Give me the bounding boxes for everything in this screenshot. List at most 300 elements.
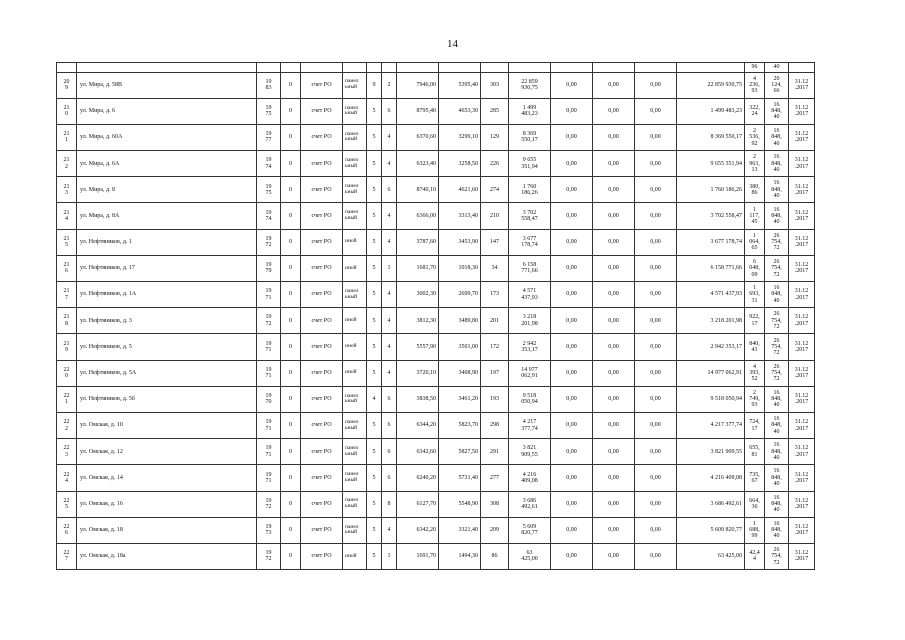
table-cell <box>367 63 382 73</box>
cell-year: 19 71 <box>257 465 281 491</box>
cell-fl: 5 <box>367 412 382 438</box>
cell-z2: 0,00 <box>593 151 635 177</box>
cell-year: 19 71 <box>257 412 281 438</box>
cell-limit: 26 754, 72 <box>765 360 789 386</box>
cell-date: 31.12 .2017 <box>789 439 815 465</box>
cell-cost: 1 499 483,23 <box>509 98 551 124</box>
cell-res: 298 <box>481 412 509 438</box>
cell-fl: 5 <box>367 465 382 491</box>
cell-fund: счет РО <box>301 491 343 517</box>
cell-ent: 4 <box>382 124 397 150</box>
cell-area: 3720,10 <box>397 360 439 386</box>
cell-fl: 5 <box>367 124 382 150</box>
cell-addr: ул. Нефтяников, д. 17 <box>77 255 257 281</box>
cell-z3: 0,00 <box>635 177 677 203</box>
cell-area: 1691,70 <box>397 543 439 569</box>
cell-z2: 0,00 <box>593 98 635 124</box>
cell-total: 3 821 909,55 <box>677 439 745 465</box>
cell-z2: 0,00 <box>593 386 635 412</box>
cell-z2: 0,00 <box>593 203 635 229</box>
cell-fl: 5 <box>367 229 382 255</box>
cell-year: 19 72 <box>257 491 281 517</box>
cell-area2: 3461,20 <box>439 386 481 412</box>
cell-fl: 5 <box>367 308 382 334</box>
cell-c3: 0 <box>281 439 301 465</box>
cell-z2: 0,00 <box>593 334 635 360</box>
table-cell: 40 <box>765 63 789 73</box>
cell-unit: 322, 24 <box>745 98 765 124</box>
cell-total: 2 942 353,17 <box>677 334 745 360</box>
cell-mat: панел ьный <box>343 491 367 517</box>
cell-ent: 4 <box>382 334 397 360</box>
cell-z2: 0,00 <box>593 72 635 98</box>
cell-fl: 4 <box>367 386 382 412</box>
cell-fund: счет РО <box>301 72 343 98</box>
cell-total: 3 218 201,98 <box>677 308 745 334</box>
cell-z3: 0,00 <box>635 229 677 255</box>
cell-no: 21 7 <box>57 282 77 308</box>
cell-limit: 16 848, 40 <box>765 177 789 203</box>
table-cell <box>343 63 367 73</box>
cell-date: 31.12 .2017 <box>789 282 815 308</box>
cell-z3: 0,00 <box>635 517 677 543</box>
cell-area: 6370,60 <box>397 124 439 150</box>
table-cell <box>397 63 439 73</box>
cell-limit: 16 848, 40 <box>765 124 789 150</box>
cell-no: 21 2 <box>57 151 77 177</box>
cell-ent: 4 <box>382 282 397 308</box>
cell-z1: 0,00 <box>551 360 593 386</box>
cell-ent: 6 <box>382 465 397 491</box>
cell-area: 6344,20 <box>397 412 439 438</box>
cell-total: 4 571 437,93 <box>677 282 745 308</box>
cell-mat: иной <box>343 334 367 360</box>
cell-fl: 5 <box>367 439 382 465</box>
table-row <box>57 98 815 124</box>
cell-c3: 0 <box>281 517 301 543</box>
cell-year: 19 71 <box>257 360 281 386</box>
cell-area2: 3489,80 <box>439 308 481 334</box>
cell-res: 274 <box>481 177 509 203</box>
cell-z3: 0,00 <box>635 124 677 150</box>
cell-fund: счет РО <box>301 151 343 177</box>
cell-year: 19 71 <box>257 282 281 308</box>
cell-fund: счет РО <box>301 412 343 438</box>
cell-res: 285 <box>481 98 509 124</box>
cell-ent: 6 <box>382 386 397 412</box>
cell-cost: 22 859 930,75 <box>509 72 551 98</box>
cell-res: 209 <box>481 517 509 543</box>
cell-total: 9 655 351,94 <box>677 151 745 177</box>
cell-area: 3787,60 <box>397 229 439 255</box>
table-row <box>57 543 815 569</box>
cell-date: 31.12 .2017 <box>789 491 815 517</box>
table-cell <box>593 63 635 73</box>
cell-z1: 0,00 <box>551 177 593 203</box>
cell-mat: панел ьный <box>343 465 367 491</box>
cell-mat: панел ьный <box>343 72 367 98</box>
cell-unit: 6 048, 09 <box>745 255 765 281</box>
cell-mat: панел ьный <box>343 203 367 229</box>
cell-cost: 3 702 558,47 <box>509 203 551 229</box>
cell-cost: 3 821 909,55 <box>509 439 551 465</box>
table-row <box>57 124 815 150</box>
cell-total: 4 216 409,08 <box>677 465 745 491</box>
cell-area2: 3321,40 <box>439 517 481 543</box>
cell-addr: ул. Омская, д. 18 <box>77 517 257 543</box>
cell-area: 6342,20 <box>397 517 439 543</box>
cell-area2: 5731,40 <box>439 465 481 491</box>
cell-limit: 26 754, 72 <box>765 255 789 281</box>
cell-c3: 0 <box>281 124 301 150</box>
cell-z1: 0,00 <box>551 124 593 150</box>
cell-no: 22 3 <box>57 439 77 465</box>
cell-z3: 0,00 <box>635 360 677 386</box>
cell-total: 5 609 820,77 <box>677 517 745 543</box>
cell-total: 1 760 186,26 <box>677 177 745 203</box>
cell-area2: 5395,40 <box>439 72 481 98</box>
cell-ent: 1 <box>382 255 397 281</box>
table-cell <box>281 63 301 73</box>
cell-no: 22 2 <box>57 412 77 438</box>
cell-ent: 4 <box>382 360 397 386</box>
cell-fl: 5 <box>367 543 382 569</box>
cell-z1: 0,00 <box>551 72 593 98</box>
cell-z1: 0,00 <box>551 412 593 438</box>
cell-z3: 0,00 <box>635 543 677 569</box>
table-cell <box>57 63 77 73</box>
cell-no: 21 3 <box>57 177 77 203</box>
cell-no: 22 4 <box>57 465 77 491</box>
cell-ent: 4 <box>382 517 397 543</box>
cell-z1: 0,00 <box>551 439 593 465</box>
table-row <box>57 177 815 203</box>
cell-res: 172 <box>481 334 509 360</box>
cell-c3: 0 <box>281 412 301 438</box>
cell-z2: 0,00 <box>593 465 635 491</box>
cell-addr: ул. Омская, д. 14 <box>77 465 257 491</box>
cell-fl: 5 <box>367 203 382 229</box>
cell-date: 31.12 .2017 <box>789 255 815 281</box>
cell-date: 31.12 .2017 <box>789 360 815 386</box>
cell-area2: 4653,30 <box>439 98 481 124</box>
cell-no: 21 1 <box>57 124 77 150</box>
cell-cost: 2 942 353,17 <box>509 334 551 360</box>
cell-date: 31.12 .2017 <box>789 412 815 438</box>
cell-total: 8 369 550,17 <box>677 124 745 150</box>
cell-c3: 0 <box>281 334 301 360</box>
cell-fl: 5 <box>367 334 382 360</box>
cell-res: 226 <box>481 151 509 177</box>
cell-unit: 2 749, 93 <box>745 386 765 412</box>
cell-total: 4 217 377,74 <box>677 412 745 438</box>
housing-table <box>56 62 815 570</box>
cell-res: 86 <box>481 543 509 569</box>
cell-limit: 16 848, 40 <box>765 412 789 438</box>
cell-fl: 5 <box>367 282 382 308</box>
cell-addr: ул. Омская, д. 10 <box>77 412 257 438</box>
cell-limit: 16 848, 40 <box>765 282 789 308</box>
table-row <box>57 72 815 98</box>
cell-mat: панел ьный <box>343 151 367 177</box>
cell-ent: 4 <box>382 308 397 334</box>
cell-total: 14 977 062,91 <box>677 360 745 386</box>
cell-z1: 0,00 <box>551 386 593 412</box>
cell-area2: 5548,90 <box>439 491 481 517</box>
cell-z2: 0,00 <box>593 177 635 203</box>
cell-fund: счет РО <box>301 282 343 308</box>
cell-limit: 16 848, 40 <box>765 465 789 491</box>
cell-limit: 26 754, 72 <box>765 308 789 334</box>
cell-unit: 380, 86 <box>745 177 765 203</box>
cell-cost: 8 369 550,17 <box>509 124 551 150</box>
cell-addr: ул. Мира, д. 58В <box>77 72 257 98</box>
table-cell <box>551 63 593 73</box>
cell-fl: 5 <box>367 151 382 177</box>
cell-cost: 63 425,00 <box>509 543 551 569</box>
cell-addr: ул. Нефтяников, д. 5А <box>77 360 257 386</box>
cell-unit: 1 117, 45 <box>745 203 765 229</box>
cell-z3: 0,00 <box>635 255 677 281</box>
cell-res: 147 <box>481 229 509 255</box>
cell-area2: 1018,30 <box>439 255 481 281</box>
cell-date: 31.12 .2017 <box>789 72 815 98</box>
cell-year: 19 83 <box>257 72 281 98</box>
cell-addr: ул. Нефтяников, д. 5б <box>77 386 257 412</box>
cell-total: 6 158 771,66 <box>677 255 745 281</box>
cell-z3: 0,00 <box>635 334 677 360</box>
cell-unit: 2 536, 92 <box>745 124 765 150</box>
table-cell <box>301 63 343 73</box>
cell-fund: счет РО <box>301 98 343 124</box>
cell-cost: 3 677 178,74 <box>509 229 551 255</box>
cell-mat: панел ьный <box>343 98 367 124</box>
cell-limit: 26 754, 72 <box>765 229 789 255</box>
cell-addr: ул. Нефтяников, д. 1А <box>77 282 257 308</box>
cell-ent: 8 <box>382 491 397 517</box>
cell-mat: иной <box>343 543 367 569</box>
cell-fund: счет РО <box>301 543 343 569</box>
cell-z1: 0,00 <box>551 98 593 124</box>
cell-z1: 0,00 <box>551 491 593 517</box>
cell-addr: ул. Мира, д. 6 <box>77 98 257 124</box>
cell-c3: 0 <box>281 543 301 569</box>
cell-cost: 4 216 409,08 <box>509 465 551 491</box>
cell-unit: 2 963, 13 <box>745 151 765 177</box>
cell-c3: 0 <box>281 177 301 203</box>
cell-fund: счет РО <box>301 308 343 334</box>
cell-z1: 0,00 <box>551 203 593 229</box>
cell-z3: 0,00 <box>635 491 677 517</box>
table-cell <box>257 63 281 73</box>
cell-addr: ул. Омская, д. 12 <box>77 439 257 465</box>
cell-z1: 0,00 <box>551 282 593 308</box>
cell-c3: 0 <box>281 491 301 517</box>
cell-res: 210 <box>481 203 509 229</box>
cell-z1: 0,00 <box>551 308 593 334</box>
cell-no: 21 9 <box>57 334 77 360</box>
cell-z1: 0,00 <box>551 229 593 255</box>
cell-addr: ул. Мира, д. 8А <box>77 203 257 229</box>
table-row <box>57 308 815 334</box>
cell-c3: 0 <box>281 203 301 229</box>
cell-area2: 3453,90 <box>439 229 481 255</box>
cell-area: 8740,10 <box>397 177 439 203</box>
table-row <box>57 491 815 517</box>
cell-area2: 3313,40 <box>439 203 481 229</box>
cell-addr: ул. Нефтяников, д. 5 <box>77 334 257 360</box>
cell-z3: 0,00 <box>635 282 677 308</box>
cell-total: 63 425,00 <box>677 543 745 569</box>
cell-cost: 1 760 186,26 <box>509 177 551 203</box>
cell-limit: 26 754, 72 <box>765 334 789 360</box>
cell-no: 21 8 <box>57 308 77 334</box>
cell-limit: 20 124, 66 <box>765 72 789 98</box>
cell-z1: 0,00 <box>551 334 593 360</box>
table-cell <box>635 63 677 73</box>
cell-date: 31.12 .2017 <box>789 124 815 150</box>
cell-area: 6127,70 <box>397 491 439 517</box>
cell-z2: 0,00 <box>593 412 635 438</box>
cell-date: 31.12 .2017 <box>789 543 815 569</box>
cell-area: 3002,30 <box>397 282 439 308</box>
cell-area: 1681,70 <box>397 255 439 281</box>
cell-fund: счет РО <box>301 124 343 150</box>
cell-res: 173 <box>481 282 509 308</box>
table-row <box>57 255 815 281</box>
cell-res: 34 <box>481 255 509 281</box>
cell-unit: 664, 36 <box>745 491 765 517</box>
cell-res: 193 <box>481 386 509 412</box>
cell-limit: 16 848, 40 <box>765 386 789 412</box>
cell-date: 31.12 .2017 <box>789 98 815 124</box>
cell-area2: 3258,50 <box>439 151 481 177</box>
cell-z2: 0,00 <box>593 124 635 150</box>
cell-ent: 6 <box>382 412 397 438</box>
cell-unit: 922, 17 <box>745 308 765 334</box>
cell-res: 201 <box>481 308 509 334</box>
cell-total: 1 499 483,23 <box>677 98 745 124</box>
cell-ent: 6 <box>382 439 397 465</box>
cell-z1: 0,00 <box>551 543 593 569</box>
cell-unit: 1 693, 31 <box>745 282 765 308</box>
cell-area2: 2699,70 <box>439 282 481 308</box>
cell-ent: 4 <box>382 151 397 177</box>
cell-c3: 0 <box>281 386 301 412</box>
cell-fund: счет РО <box>301 465 343 491</box>
cell-mat: панел ьный <box>343 412 367 438</box>
cell-z2: 0,00 <box>593 229 635 255</box>
cell-limit: 16 848, 40 <box>765 517 789 543</box>
cell-area: 6342,60 <box>397 439 439 465</box>
cell-mat: иной <box>343 308 367 334</box>
cell-total: 3 702 558,47 <box>677 203 745 229</box>
cell-limit: 16 848, 40 <box>765 491 789 517</box>
cell-z2: 0,00 <box>593 439 635 465</box>
cell-res: 303 <box>481 72 509 98</box>
cell-fund: счет РО <box>301 177 343 203</box>
cell-c3: 0 <box>281 255 301 281</box>
table-cell <box>789 63 815 73</box>
cell-no: 22 1 <box>57 386 77 412</box>
cell-c3: 0 <box>281 72 301 98</box>
cell-fund: счет РО <box>301 229 343 255</box>
cell-cost: 5 609 820,77 <box>509 517 551 543</box>
table-cell: 96 <box>745 63 765 73</box>
table-row <box>57 282 815 308</box>
cell-cost: 3 218 201,98 <box>509 308 551 334</box>
cell-area: 6240,20 <box>397 465 439 491</box>
cell-area: 7946,00 <box>397 72 439 98</box>
cell-date: 31.12 .2017 <box>789 517 815 543</box>
cell-mat: панел ьный <box>343 517 367 543</box>
cell-cost: 9 655 351,94 <box>509 151 551 177</box>
cell-ent: 6 <box>382 98 397 124</box>
table-row <box>57 151 815 177</box>
cell-res: 308 <box>481 491 509 517</box>
cell-year: 19 74 <box>257 151 281 177</box>
cell-z1: 0,00 <box>551 465 593 491</box>
cell-z1: 0,00 <box>551 151 593 177</box>
cell-no: 22 7 <box>57 543 77 569</box>
cell-unit: 840, 43 <box>745 334 765 360</box>
cell-fund: счет РО <box>301 439 343 465</box>
table-row <box>57 412 815 438</box>
cell-c3: 0 <box>281 465 301 491</box>
cell-fl: 9 <box>367 72 382 98</box>
cell-no: 21 5 <box>57 229 77 255</box>
cell-area: 6366,00 <box>397 203 439 229</box>
cell-z3: 0,00 <box>635 72 677 98</box>
cell-area: 3812,30 <box>397 308 439 334</box>
cell-area2: 3408,90 <box>439 360 481 386</box>
cell-total: 22 859 930,75 <box>677 72 745 98</box>
cell-year: 19 75 <box>257 177 281 203</box>
cell-total: 3 677 178,74 <box>677 229 745 255</box>
table-row-continued <box>57 63 815 73</box>
cell-date: 31.12 .2017 <box>789 465 815 491</box>
cell-cost: 6 158 771,66 <box>509 255 551 281</box>
cell-c3: 0 <box>281 282 301 308</box>
cell-fund: счет РО <box>301 203 343 229</box>
cell-area2: 3299,10 <box>439 124 481 150</box>
cell-unit: 724, 17 <box>745 412 765 438</box>
cell-fund: счет РО <box>301 255 343 281</box>
cell-z1: 0,00 <box>551 255 593 281</box>
cell-fl: 5 <box>367 255 382 281</box>
cell-year: 19 74 <box>257 203 281 229</box>
cell-area: 3838,50 <box>397 386 439 412</box>
cell-unit: 735, 67 <box>745 465 765 491</box>
cell-mat: иной <box>343 229 367 255</box>
cell-year: 19 71 <box>257 334 281 360</box>
table-row <box>57 334 815 360</box>
cell-ent: 4 <box>382 229 397 255</box>
cell-fl: 5 <box>367 360 382 386</box>
cell-no: 21 0 <box>57 98 77 124</box>
cell-area2: 1494,30 <box>439 543 481 569</box>
cell-date: 31.12 .2017 <box>789 203 815 229</box>
cell-addr: ул. Мира, д. 60А <box>77 124 257 150</box>
cell-unit: 4 393, 52 <box>745 360 765 386</box>
cell-fl: 5 <box>367 98 382 124</box>
cell-addr: ул. Нефтяников, д. 1 <box>77 229 257 255</box>
cell-limit: 16 848, 40 <box>765 98 789 124</box>
cell-c3: 0 <box>281 151 301 177</box>
table-cell <box>677 63 745 73</box>
cell-unit: 1 064, 65 <box>745 229 765 255</box>
cell-c3: 0 <box>281 308 301 334</box>
